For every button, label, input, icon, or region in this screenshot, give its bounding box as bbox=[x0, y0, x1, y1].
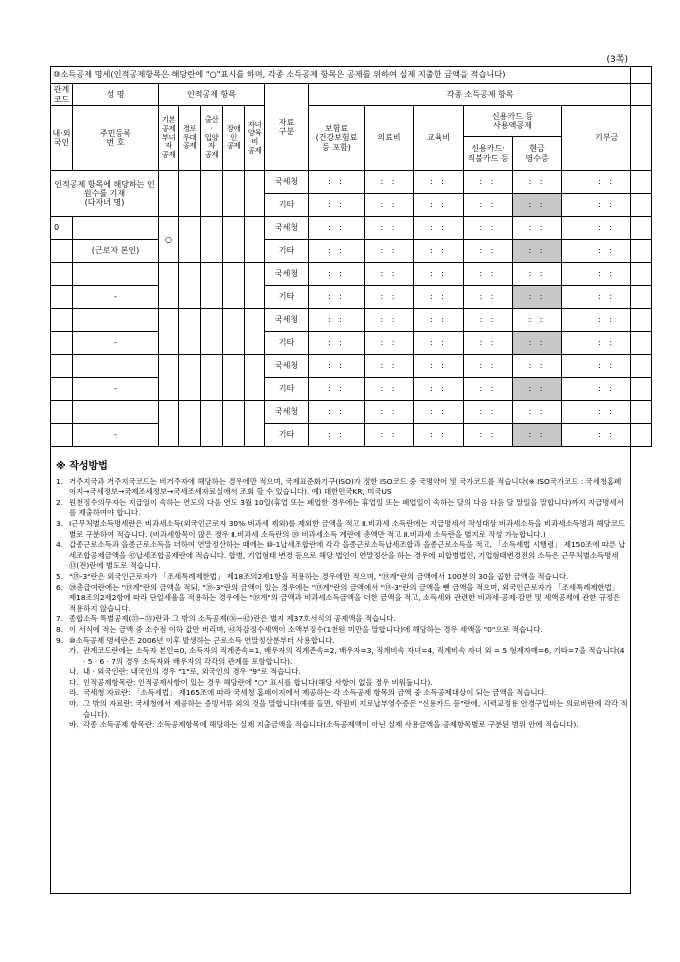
personal-item-cell[interactable] bbox=[179, 217, 201, 263]
sub-instruction-item bbox=[69, 720, 628, 731]
shaded-cell[interactable]: : : bbox=[513, 286, 562, 309]
sub-instruction-item bbox=[69, 688, 628, 699]
amount-cell[interactable]: : : bbox=[562, 309, 652, 332]
data-type-cell: 기타 bbox=[265, 194, 309, 217]
personal-item-cell[interactable] bbox=[245, 309, 265, 355]
amount-cell[interactable]: : : bbox=[414, 171, 464, 194]
personal-item-cell[interactable] bbox=[223, 217, 245, 263]
instruction-number: 8. bbox=[56, 624, 64, 634]
instruction-number: 3. bbox=[56, 518, 64, 528]
deduction-items-header: 각종 소득공제 항목 bbox=[309, 84, 652, 106]
sub-instruction-item bbox=[69, 699, 628, 720]
data-type-cell: 기타 bbox=[265, 286, 309, 309]
headcount-note: 인적공제 항목에 해당하는 인원수를 기재 (다자녀 명) bbox=[51, 171, 159, 217]
sub-instruction-item bbox=[69, 646, 628, 667]
relation-code-header: 관계 코드 bbox=[51, 84, 73, 106]
nationality-cell[interactable] bbox=[51, 286, 73, 309]
resident-no-cell[interactable]: - bbox=[73, 378, 159, 401]
amount-cell[interactable]: : : bbox=[414, 240, 464, 263]
amount-cell[interactable]: : : bbox=[513, 263, 562, 286]
resident-no-header: 주민등록 번 호 bbox=[73, 106, 159, 171]
relation-code-cell[interactable] bbox=[51, 355, 73, 378]
nationality-header: 내·외 국인 bbox=[51, 106, 73, 171]
shaded-cell[interactable]: : : bbox=[513, 332, 562, 355]
amount-cell[interactable]: : : bbox=[365, 286, 414, 309]
nationality-cell[interactable] bbox=[51, 332, 73, 355]
sub-instruction-number: 바. bbox=[69, 720, 79, 730]
amount-cell[interactable]: : : bbox=[414, 332, 464, 355]
disabled-deduction-header: 장애 인 공제 bbox=[223, 106, 245, 171]
amount-cell[interactable]: : : bbox=[513, 171, 562, 194]
nationality-cell[interactable] bbox=[51, 240, 73, 263]
instruction-text: "⑲-3"란은 외국인근로자가 「조세특례제한법」 제18조의2제1항을 적용하는 경우에만 적으며, "⑲계"란의 금액에서 100분의 30을 곱한 금액을 적습니다. bbox=[69, 571, 569, 581]
amount-cell[interactable]: : : bbox=[309, 378, 365, 401]
amount-cell[interactable]: : : bbox=[562, 286, 652, 309]
amount-cell[interactable]: : : bbox=[562, 217, 652, 240]
sub-instruction-text: 내 · 외국인란: 내국인의 경우 "1"로, 외국인의 경우 "9"로 적습니다. bbox=[83, 667, 301, 677]
amount-cell[interactable]: : : bbox=[414, 217, 464, 240]
sub-instruction-number: 가. bbox=[69, 646, 79, 656]
sub-instruction-text: 그 밖의 자료란: 국세청에서 제공하는 증빙서류 외의 것을 말합니다(예를 들면, 학원비 지로납부영수증은 "신용카드 등"란에, 시력교정용 안경구입비는 의료비란에 각각 적습니다). bbox=[83, 699, 628, 719]
amount-cell[interactable]: : : bbox=[464, 240, 513, 263]
amount-cell[interactable]: : : bbox=[562, 263, 652, 286]
amount-cell[interactable]: : : bbox=[562, 240, 652, 263]
amount-cell[interactable]: : : bbox=[309, 355, 365, 378]
amount-cell[interactable]: : : bbox=[365, 217, 414, 240]
sub-instruction-text: 관계코드란에는 소득자 본인=0, 소득자의 직계존속=1, 배우자의 직계존속=2, 배우자=3, 직계비속 자녀=4, 직계비속 자녀 외 = 5 형제자매=6, 기타=7을 적습니다(4 · 5 · 6 · 7의 경우 소득자와 배우자의 각각의 관계를 포함합니다). bbox=[83, 646, 625, 666]
instruction-item bbox=[56, 636, 628, 647]
amount-cell[interactable]: : : bbox=[464, 194, 513, 217]
instructions-list bbox=[56, 477, 628, 647]
page-number: (3쪽) bbox=[606, 55, 628, 65]
amount-cell[interactable]: : : bbox=[365, 240, 414, 263]
personal-item-cell[interactable] bbox=[223, 263, 245, 309]
personal-item-cell[interactable] bbox=[179, 171, 201, 217]
data-type-cell: 국세청 bbox=[265, 171, 309, 194]
name-cell[interactable] bbox=[73, 401, 159, 424]
instruction-text: 이 서식에 적는 금액 중 소수점 이하 값만 버리며, ㊸차감징수세액이 소액부징수(1천원 미만을 말합니다)에 해당하는 경우 세액을 "0"으로 적습니다. bbox=[69, 624, 543, 634]
resident-no-cell[interactable]: - bbox=[73, 332, 159, 355]
amount-cell[interactable]: : : bbox=[365, 263, 414, 286]
amount-cell[interactable]: : : bbox=[513, 355, 562, 378]
amount-cell[interactable]: : : bbox=[309, 263, 365, 286]
personal-item-cell[interactable] bbox=[245, 263, 265, 309]
instruction-number: 6. bbox=[56, 582, 64, 592]
instruction-text: 거주지국과 거주지국코드는 비거주자에 해당하는 경우에만 적으며, 국제표준화기구(ISO)가 정한 ISO코드 중 국명약어 및 국가코드를 적습니다(※ ISO국가코드 : 국세청홈페이지→국세정보→국제조세정보→국세조세자료실에서 조회 할 수 있습니다). 예) 대한민국KR, 미국US bbox=[69, 476, 622, 497]
amount-cell[interactable]: : : bbox=[562, 355, 652, 378]
amount-cell[interactable]: : : bbox=[464, 401, 513, 424]
instruction-text: ⑩소득공제 명세란은 2006년 이후 발생하는 근로소득 연말정산분부터 사용합니다. bbox=[69, 635, 335, 645]
amount-cell[interactable]: : : bbox=[464, 332, 513, 355]
sub-instruction-item bbox=[69, 678, 628, 689]
instruction-number: 5. bbox=[56, 571, 64, 581]
amount-cell[interactable]: : : bbox=[562, 401, 652, 424]
card-header: 신용카드· 직불카드 등 bbox=[464, 137, 513, 170]
birth-deduction-header: 출산 · 입양 자 공제 bbox=[201, 106, 223, 171]
amount-cell[interactable]: : : bbox=[365, 378, 414, 401]
data-type-header: 자료 구분 bbox=[265, 84, 309, 171]
personal-item-cell[interactable] bbox=[159, 355, 179, 401]
personal-item-cell[interactable] bbox=[245, 401, 265, 447]
education-header: 교육비 bbox=[414, 106, 464, 171]
amount-cell[interactable]: : : bbox=[365, 424, 414, 447]
amount-cell[interactable]: : : bbox=[562, 332, 652, 355]
person-row bbox=[51, 171, 652, 194]
instruction-item bbox=[56, 519, 628, 540]
name-cell[interactable] bbox=[73, 217, 159, 240]
shaded-cell[interactable]: : : bbox=[513, 378, 562, 401]
card-group-header bbox=[464, 106, 562, 171]
amount-cell[interactable]: : : bbox=[562, 171, 652, 194]
self-label[interactable]: (근로자 본인) bbox=[73, 240, 159, 263]
amount-cell[interactable]: : : bbox=[365, 332, 414, 355]
person-row bbox=[51, 378, 652, 401]
sub-instruction-number: 나. bbox=[69, 667, 79, 677]
medical-header: 의료비 bbox=[365, 106, 414, 171]
amount-cell[interactable]: : : bbox=[562, 378, 652, 401]
personal-item-cell[interactable] bbox=[223, 171, 245, 217]
instruction-item bbox=[56, 614, 628, 625]
donation-header: 기부금 bbox=[562, 106, 652, 171]
amount-cell[interactable]: : : bbox=[464, 424, 513, 447]
amount-cell[interactable]: : : bbox=[562, 424, 652, 447]
data-type-cell: 국세청 bbox=[265, 401, 309, 424]
instructions-title: ※ 작성방법 bbox=[56, 461, 108, 472]
nationality-cell[interactable] bbox=[51, 378, 73, 401]
name-cell[interactable] bbox=[73, 263, 159, 286]
sub-instructions-list bbox=[56, 646, 628, 731]
instruction-item bbox=[56, 477, 628, 498]
insurance-header: 보험료 (건강보험료 등 포함) bbox=[309, 106, 365, 171]
name-cell[interactable] bbox=[73, 355, 159, 378]
person-row bbox=[51, 355, 652, 378]
amount-cell[interactable]: : : bbox=[309, 171, 365, 194]
amount-cell[interactable]: : : bbox=[464, 217, 513, 240]
person-row bbox=[51, 217, 652, 240]
personal-item-cell[interactable] bbox=[179, 309, 201, 355]
amount-cell[interactable]: : : bbox=[414, 309, 464, 332]
amount-cell[interactable]: : : bbox=[309, 194, 365, 217]
amount-cell[interactable]: : : bbox=[365, 171, 414, 194]
instruction-item bbox=[56, 625, 628, 636]
basic-deduction-header: 기본 공제 부녀 자 공제 bbox=[159, 106, 179, 171]
amount-cell[interactable]: : : bbox=[464, 171, 513, 194]
personal-item-cell[interactable] bbox=[179, 355, 201, 401]
personal-item-cell[interactable] bbox=[201, 401, 223, 447]
shaded-cell[interactable]: : : bbox=[513, 194, 562, 217]
amount-cell[interactable]: : : bbox=[309, 401, 365, 424]
personal-item-cell[interactable] bbox=[159, 309, 179, 355]
personal-item-cell[interactable] bbox=[159, 171, 179, 217]
instruction-text: Ⅰ근무처별소득명세란은 비과세소득(외국인근로자 30% 비과세 제외)를 제외한 금액을 적고 Ⅱ.비과세 소득란에는 지급명세서 작성대상 비과세소득을 비과세소득명과 해당코드별로 구분하여 적습니다. (비과세항목이 많은 경우 Ⅱ.비과세 소득란의 ⑳ 비과세소득 계란에 총액만 적고 Ⅱ.비과세 소득란을 별지로 작성 가능합니다.) bbox=[69, 518, 625, 539]
person-row bbox=[51, 424, 652, 447]
amount-cell[interactable]: : : bbox=[365, 309, 414, 332]
amount-cell[interactable]: : : bbox=[513, 401, 562, 424]
personal-item-cell[interactable] bbox=[179, 263, 201, 309]
child-deduction-header: 자녀 양육 비 공제 bbox=[245, 106, 265, 171]
amount-cell[interactable]: : : bbox=[365, 194, 414, 217]
amount-cell[interactable]: : : bbox=[365, 355, 414, 378]
personal-item-cell[interactable] bbox=[159, 401, 179, 447]
relation-code-cell[interactable] bbox=[51, 309, 73, 332]
instructions bbox=[56, 462, 628, 731]
data-type-cell: 기타 bbox=[265, 240, 309, 263]
amount-cell[interactable]: : : bbox=[414, 355, 464, 378]
amount-cell[interactable]: : : bbox=[365, 401, 414, 424]
data-type-cell: 기타 bbox=[265, 332, 309, 355]
instruction-text: ⑳총급여란에는 "⑲계"란의 금액을 적되, "⑲-3"란의 금액이 있는 경우에는 "⑲계"란의 금액에서 "⑲-3"란의 금액을 뺀 금액을 적으며, 외국인근로자가 「조세특례제한법」 제18조의2제2항에 따라 단일세율을 적용하는 경우에는 "⑲계"의 금액과 비과세소득금액을 더한 금액을 적고, 소득세와 관련한 비과세·공제·감면 및 세액공제에 관한 규정은 적용하지 않습니다. bbox=[69, 582, 621, 613]
person-row bbox=[51, 263, 652, 286]
instruction-number: 9. bbox=[56, 635, 64, 645]
amount-cell[interactable]: : : bbox=[414, 286, 464, 309]
amount-cell[interactable]: : : bbox=[414, 263, 464, 286]
personal-items-header: 인적공제 항목 bbox=[159, 84, 265, 106]
sub-instruction-number: 라. bbox=[69, 688, 79, 698]
amount-cell[interactable]: : : bbox=[414, 401, 464, 424]
amount-cell[interactable]: : : bbox=[309, 332, 365, 355]
sub-instruction-number: 다. bbox=[69, 677, 79, 687]
amount-cell[interactable]: : : bbox=[309, 217, 365, 240]
instruction-item bbox=[56, 540, 628, 572]
personal-item-cell[interactable] bbox=[223, 309, 245, 355]
relation-code-cell[interactable]: 0 bbox=[51, 217, 73, 240]
sub-instruction-item bbox=[69, 667, 628, 678]
person-row bbox=[51, 286, 652, 309]
amount-cell[interactable]: : : bbox=[309, 286, 365, 309]
person-row bbox=[51, 309, 652, 332]
sub-instruction-text: 국세청 자료란: 「소득세법」 제165조에 따라 국세청 홈페이지에서 제공하는 각 소득공제 항목의 금액 중 소득공제대상이 되는 금액을 적습니다. bbox=[83, 688, 547, 698]
instruction-text: 원천징수의무자는 지급일이 속하는 연도의 다음 연도 3월 10일(휴업 또는 폐업한 경우에는 휴업일 또는 폐업일이 속하는 달의 다음 다음 달 말일을 말합니다)까지 지급명세서를 제출하여야 합니다. bbox=[69, 497, 624, 518]
amount-cell[interactable]: : : bbox=[464, 378, 513, 401]
personal-item-cell[interactable] bbox=[201, 171, 223, 217]
personal-item-cell[interactable] bbox=[201, 355, 223, 401]
instruction-item bbox=[56, 572, 628, 583]
resident-no-cell[interactable]: - bbox=[73, 424, 159, 447]
instruction-number: 4. bbox=[56, 540, 64, 550]
instruction-number: 2. bbox=[56, 497, 64, 507]
data-type-cell: 국세청 bbox=[265, 309, 309, 332]
personal-item-cell[interactable] bbox=[159, 263, 179, 309]
resident-no-cell[interactable]: - bbox=[73, 286, 159, 309]
amount-cell[interactable]: : : bbox=[513, 309, 562, 332]
sub-instruction-text: 인적공제항목란: 인적공제사항이 있는 경우 해당란에 "○" 표시를 합니다(해당 사항이 없을 경우 비워둡니다). bbox=[83, 677, 433, 687]
name-header: 성 명 bbox=[73, 84, 159, 106]
person-row bbox=[51, 240, 652, 263]
amount-cell[interactable]: : : bbox=[562, 194, 652, 217]
personal-item-cell[interactable] bbox=[245, 355, 265, 401]
card-group-label: 신용카드 등 사용액공제 bbox=[464, 106, 561, 137]
data-type-cell: 국세청 bbox=[265, 263, 309, 286]
personal-item-cell[interactable] bbox=[179, 401, 201, 447]
name-cell[interactable] bbox=[73, 309, 159, 332]
relation-code-cell[interactable] bbox=[51, 401, 73, 424]
personal-item-cell[interactable] bbox=[201, 309, 223, 355]
nationality-cell[interactable] bbox=[51, 424, 73, 447]
amount-cell[interactable]: : : bbox=[464, 355, 513, 378]
person-row bbox=[51, 401, 652, 424]
instruction-item bbox=[56, 498, 628, 519]
amount-cell[interactable]: : : bbox=[309, 309, 365, 332]
amount-cell[interactable]: : : bbox=[309, 240, 365, 263]
instruction-number: 7. bbox=[56, 614, 64, 624]
basic-deduction-mark[interactable]: ○ bbox=[159, 217, 179, 263]
data-type-cell: 기타 bbox=[265, 424, 309, 447]
personal-item-cell[interactable] bbox=[245, 217, 265, 263]
instruction-number: 1. bbox=[56, 476, 64, 486]
data-type-cell: 국세청 bbox=[265, 355, 309, 378]
data-type-cell: 기타 bbox=[265, 378, 309, 401]
amount-cell[interactable]: : : bbox=[464, 286, 513, 309]
data-type-cell: 국세청 bbox=[265, 217, 309, 240]
elder-deduction-header: 경로 우대 공제 bbox=[179, 106, 201, 171]
personal-item-cell[interactable] bbox=[223, 401, 245, 447]
amount-cell[interactable]: : : bbox=[414, 194, 464, 217]
amount-cell[interactable]: : : bbox=[414, 378, 464, 401]
instruction-item bbox=[56, 583, 628, 615]
instruction-text: 종합소득 특별공제(㉝~㉟)란과 그 밖의 소득공제(㊱~㊷)란은 별지 제37호서식의 공제액을 적습니다. bbox=[69, 614, 396, 624]
relation-code-cell[interactable] bbox=[51, 263, 73, 286]
amount-cell[interactable]: : : bbox=[464, 263, 513, 286]
amount-cell[interactable]: : : bbox=[309, 424, 365, 447]
amount-cell[interactable]: : : bbox=[513, 217, 562, 240]
sub-instruction-number: 마. bbox=[69, 699, 79, 709]
personal-item-cell[interactable] bbox=[201, 263, 223, 309]
person-row bbox=[51, 332, 652, 355]
shaded-cell[interactable]: : : bbox=[513, 424, 562, 447]
cash-receipt-header: 현금 영수증 bbox=[525, 144, 549, 163]
amount-cell[interactable]: : : bbox=[414, 424, 464, 447]
table-caption: ⑩소득공제 명세(인적공제항목은 해당란에 "○"표시를 하며, 각종 소득공제 항목은 공제를 위하여 실제 지출한 금액을 적습니다) bbox=[51, 67, 652, 84]
sub-instruction-text: 각종 소득공제 항목란: 소득공제항목에 해당하는 실제 지출금액을 적습니다(소득공제액이 아닌 실제 사용금액을 공제항목별로 구분된 범위 안에 적습니다). bbox=[83, 720, 579, 730]
instruction-text: 갑종근로소득과 을종근로소득을 더하여 연말정산하는 때에는 ⑩-1납세조합란에 각각 을종근로소득납세조합과 을종근로소득을 적고, 「소득세법 시행령」 제150조에 따른 납세조합공제금액을 ㊷납세조합공제란에 적습니다. 합병, 기업형태 변경 등으로 해당 법인이 연말정산을 하는 경우에 피합병법인, 기업형태변경전의 소득은 근무처별소득명세 ⑬(전)란에 별도로 적습니다. bbox=[69, 540, 626, 571]
deduction-table bbox=[50, 66, 652, 447]
shaded-cell[interactable]: : : bbox=[513, 240, 562, 263]
amount-cell[interactable]: : : bbox=[464, 309, 513, 332]
personal-item-cell[interactable] bbox=[223, 355, 245, 401]
personal-item-cell[interactable] bbox=[201, 217, 223, 263]
personal-item-cell[interactable] bbox=[245, 171, 265, 217]
